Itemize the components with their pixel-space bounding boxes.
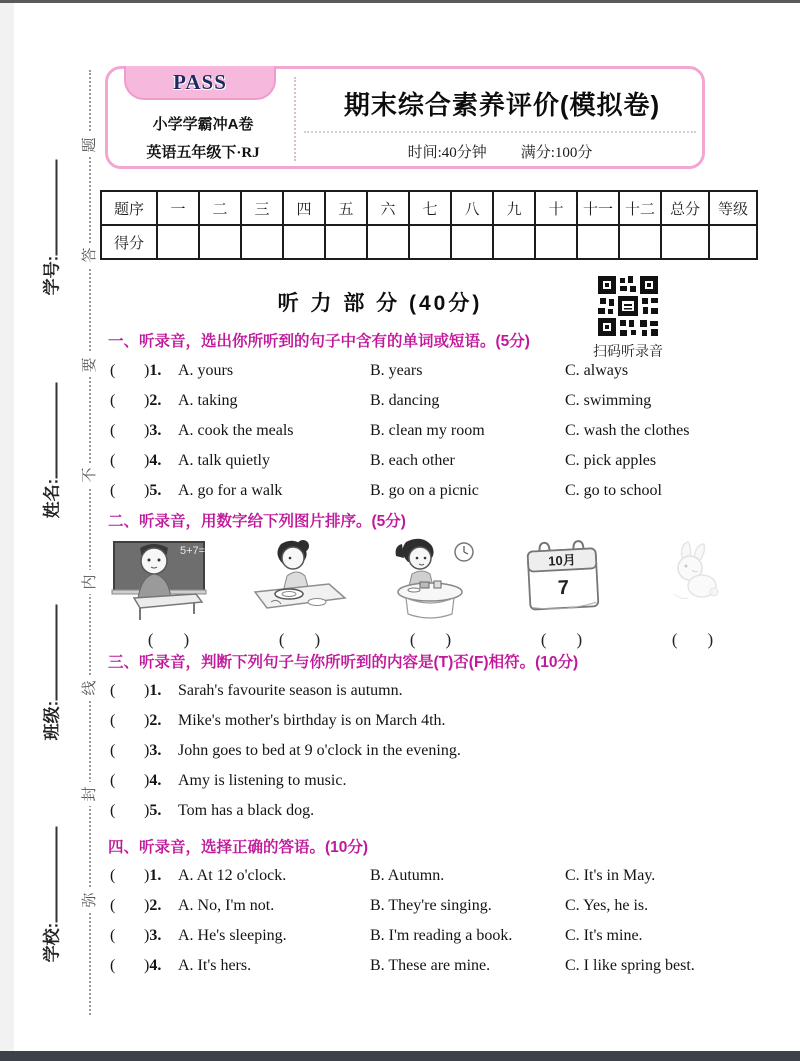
girl-eating-at-table-illustration	[372, 536, 490, 622]
answer-blank-open: (	[110, 682, 116, 699]
question-row	[100, 893, 760, 923]
seal-char: 不	[78, 463, 102, 487]
option-a: A. It's hers.	[178, 957, 252, 974]
seal-char: 内	[78, 570, 102, 594]
score-table-cell: 三	[241, 191, 283, 225]
score-cell-empty	[493, 225, 535, 259]
question-row	[100, 418, 760, 448]
class-label: 班级:	[42, 700, 62, 741]
seal-char: 线	[78, 676, 102, 700]
option-b: B. years	[370, 362, 423, 379]
option-a: A. At 12 o'clock.	[178, 867, 287, 884]
exam-full-score: 满分:100分	[520, 145, 593, 161]
picture-item	[365, 536, 496, 622]
option-b: B. Autumn.	[370, 867, 445, 884]
answer-blank-open: (	[110, 957, 116, 974]
option-b: B. I'm reading a book.	[370, 927, 513, 944]
score-table-header-row	[101, 191, 757, 225]
score-table-cell: 等级	[709, 191, 757, 225]
question-number: )2.	[144, 897, 162, 914]
question-number: )4.	[144, 957, 162, 974]
school-blank-line	[44, 827, 58, 923]
option-a: A. yours	[178, 362, 234, 379]
question-row	[100, 388, 760, 418]
picture-item	[627, 536, 758, 622]
faint-rabbit-illustration	[634, 536, 752, 622]
exam-meta	[304, 141, 696, 162]
answer-blank-open: (	[110, 927, 116, 944]
svg-text:7: 7	[556, 576, 570, 600]
answer-blank-open: (	[110, 482, 116, 499]
question-number: )5.	[144, 482, 162, 499]
question-number: )1.	[144, 362, 162, 379]
question-row	[100, 923, 760, 953]
question-row	[100, 863, 760, 893]
question-row	[100, 478, 760, 508]
class-field	[38, 568, 63, 778]
header-vertical-divider	[294, 77, 296, 161]
series-name: 小学学霸冲A卷	[152, 116, 254, 133]
answer-blank-open: (	[110, 802, 116, 819]
statement-text: Sarah's favourite season is autumn.	[178, 682, 403, 699]
qr-caption: 扫码听录音	[593, 345, 663, 360]
picture-answer-blank: ( )	[278, 630, 321, 649]
statement-row	[100, 708, 760, 738]
picture-answer-blank: ( )	[147, 630, 190, 649]
score-table-cell: 十一	[577, 191, 619, 225]
answer-blank-open: (	[110, 392, 116, 409]
question-number: )1.	[144, 682, 162, 699]
section-4-heading: 四、听录音，选择正确的答语。(10分)	[108, 839, 369, 856]
statement-text: John goes to bed at 9 o'clock in the evening.	[178, 742, 461, 759]
name-blank-line	[44, 383, 58, 479]
score-table-cell: 四	[283, 191, 325, 225]
seal-char: 答	[78, 243, 102, 267]
option-b: B. These are mine.	[370, 957, 491, 974]
option-a: A. He's sleeping.	[178, 927, 287, 944]
seal-char: 题	[78, 133, 102, 157]
score-cell-empty	[199, 225, 241, 259]
question-number: )3.	[144, 927, 162, 944]
question-number: )4.	[144, 772, 162, 789]
school-field	[38, 790, 63, 1000]
score-cell-empty	[661, 225, 709, 259]
score-table-cell: 十	[535, 191, 577, 225]
score-table	[100, 190, 758, 260]
statement-row	[100, 678, 760, 708]
option-a: A. taking	[178, 392, 238, 409]
teacher-at-blackboard-illustration	[110, 536, 228, 622]
score-cell-empty	[619, 225, 661, 259]
score-table-cell: 题序	[101, 191, 157, 225]
seal-char: 要	[78, 353, 102, 377]
subject-grade: 英语五年级下·RJ	[146, 145, 260, 161]
option-a: A. go for a walk	[178, 482, 283, 499]
option-c: C. Yes, he is.	[565, 897, 649, 914]
question-number: )4.	[144, 452, 162, 469]
score-table-score-row	[101, 225, 757, 259]
option-a: A. talk quietly	[178, 452, 270, 469]
question-number: )2.	[144, 392, 162, 409]
score-row-label: 得分	[101, 225, 157, 259]
question-row	[100, 448, 760, 478]
qr-code-icon	[596, 274, 660, 338]
score-cell-empty	[451, 225, 493, 259]
question-number: )3.	[144, 422, 162, 439]
option-c: C. It's mine.	[565, 927, 643, 944]
answer-blank-open: (	[110, 742, 116, 759]
picture-item	[103, 536, 234, 622]
statement-row	[100, 798, 760, 828]
score-cell-empty	[283, 225, 325, 259]
girl-washing-dishes-illustration	[241, 536, 359, 622]
statement-row	[100, 738, 760, 768]
score-table-cell: 七	[409, 191, 451, 225]
statement-text: Amy is listening to music.	[178, 772, 347, 789]
option-b: B. dancing	[370, 392, 440, 409]
student-id-blank-line	[44, 160, 58, 256]
option-c: C. go to school	[565, 482, 662, 499]
exam-header-box	[105, 66, 705, 169]
score-table-cell: 九	[493, 191, 535, 225]
picture-answer-blank: ( )	[540, 630, 583, 649]
question-number: )3.	[144, 742, 162, 759]
section-3-heading: 三、听录音，判断下列句子与你所听到的内容是(T)否(F)相符。(10分)	[108, 654, 579, 671]
class-blank-line	[44, 605, 58, 701]
student-id-label: 学号:	[42, 255, 62, 296]
option-c: C. I like spring best.	[565, 957, 695, 974]
score-table-cell: 十二	[619, 191, 661, 225]
question-number: )5.	[144, 802, 162, 819]
statement-text: Mike's mother's birthday is on March 4th.	[178, 712, 446, 729]
section-2-heading: 二、听录音，用数字给下列图片排序。(5分)	[108, 513, 406, 530]
score-table-cell: 一	[157, 191, 199, 225]
answer-blank-open: (	[110, 867, 116, 884]
picture-item	[234, 536, 365, 622]
option-a: A. No, I'm not.	[178, 897, 275, 914]
answer-blank-open: (	[110, 422, 116, 439]
paper-left-edge	[0, 3, 14, 1051]
student-id-field	[38, 123, 63, 333]
option-c: C. It's in May.	[565, 867, 656, 884]
section-1-heading: 一、听录音，选出你所听到的句子中含有的单词或短语。(5分)	[108, 333, 530, 350]
exam-time: 时间:40分钟	[407, 145, 487, 161]
option-c: C. pick apples	[565, 452, 657, 469]
picture-answer-blank: ( )	[409, 630, 452, 649]
score-cell-empty	[709, 225, 757, 259]
school-label: 学校:	[42, 922, 62, 963]
svg-text:5+7=: 5+7=	[179, 545, 205, 557]
option-a: A. cook the meals	[178, 422, 294, 439]
photo-bottom-edge	[0, 1051, 800, 1061]
statement-row	[100, 768, 760, 798]
score-table-cell: 八	[451, 191, 493, 225]
option-c: C. swimming	[565, 392, 652, 409]
svg-text:10月: 10月	[547, 552, 576, 569]
question-number: )1.	[144, 867, 162, 884]
question-row	[100, 358, 760, 388]
seal-char: 封	[78, 782, 102, 806]
option-b: B. They're singing.	[370, 897, 492, 914]
score-cell-empty	[241, 225, 283, 259]
score-cell-empty	[157, 225, 199, 259]
listening-part-title: 听 力 部 分 (40分)	[277, 292, 483, 315]
statement-text: Tom has a black dog.	[178, 802, 315, 819]
picture-answer-row	[103, 624, 758, 650]
name-label: 姓名:	[42, 478, 62, 519]
answer-blank-open: (	[110, 897, 116, 914]
option-b: B. go on a picnic	[370, 482, 479, 499]
question-number: )2.	[144, 712, 162, 729]
seal-char: 弥	[78, 888, 102, 912]
picture-item	[496, 536, 627, 622]
picture-row	[103, 536, 758, 622]
photo-top-edge	[0, 0, 800, 3]
question-row	[100, 953, 760, 983]
picture-answer-blank: ( )	[671, 630, 714, 649]
score-cell-empty	[535, 225, 577, 259]
qr-code	[596, 274, 660, 338]
seal-dotted-line	[89, 70, 91, 1015]
score-cell-empty	[367, 225, 409, 259]
score-table-cell: 二	[199, 191, 241, 225]
brand-ribbon	[124, 66, 276, 100]
option-b: B. each other	[370, 452, 455, 469]
pass-logo: PASS	[173, 69, 227, 94]
calendar-illustration	[503, 536, 621, 622]
name-field	[38, 346, 63, 556]
score-table-cell: 六	[367, 191, 409, 225]
header-horizontal-divider	[304, 131, 696, 133]
score-cell-empty	[409, 225, 451, 259]
score-table-cell: 总分	[661, 191, 709, 225]
score-cell-empty	[577, 225, 619, 259]
answer-blank-open: (	[110, 712, 116, 729]
answer-blank-open: (	[110, 452, 116, 469]
option-c: C. always	[565, 362, 629, 379]
score-table-cell: 五	[325, 191, 367, 225]
page-title: 期末综合素养评价(模拟卷)	[343, 90, 661, 120]
answer-blank-open: (	[110, 362, 116, 379]
option-b: B. clean my room	[370, 422, 485, 439]
answer-blank-open: (	[110, 772, 116, 789]
option-c: C. wash the clothes	[565, 422, 690, 439]
score-cell-empty	[325, 225, 367, 259]
